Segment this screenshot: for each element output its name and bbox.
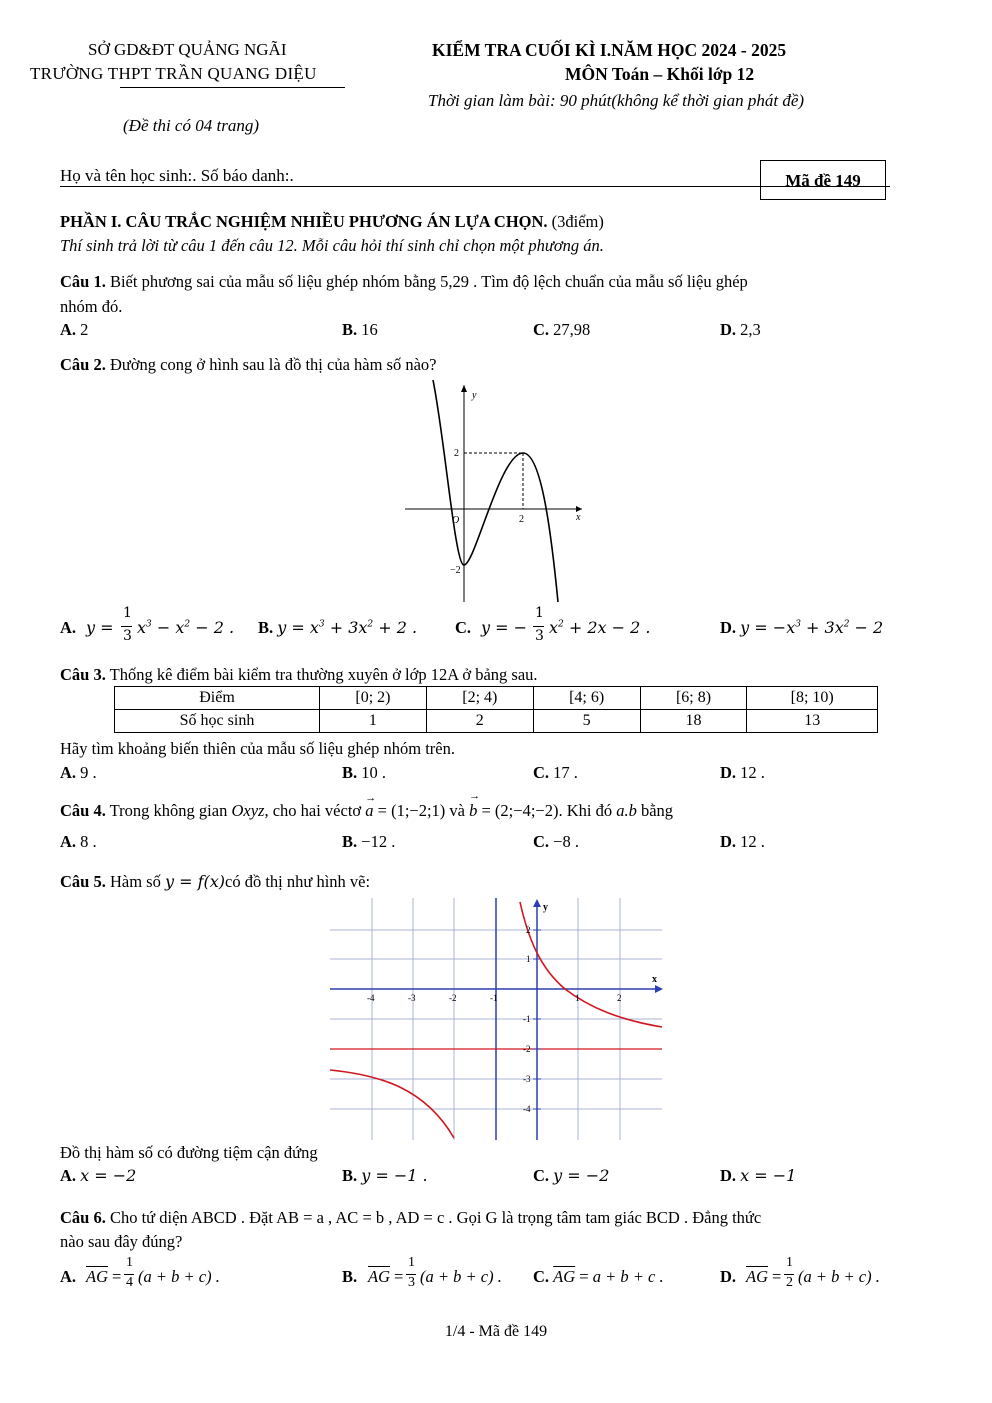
table-cell: [0; 2) [320, 687, 427, 710]
page-footer: 1/4 - Mã đề 149 [444, 1323, 548, 1340]
y-tick-label: -1 [523, 1014, 531, 1024]
grade-table [114, 686, 878, 733]
school-name: TRƯỜNG THPT TRẦN QUANG DIỆU [30, 64, 317, 83]
section-title: PHẦN I. CÂU TRẮC NGHIỆM NHIỀU PHƯƠNG ÁN LỰA CHỌN. [60, 212, 548, 231]
table-cell: 1 [320, 710, 427, 733]
section-instruction: Thí sinh trả lời từ câu 1 đến câu 12. Mỗi câu hỏi thí sinh chỉ chọn một phương án. [60, 236, 604, 255]
table-cell: 2 [426, 710, 533, 733]
x-tick-label: -2 [449, 993, 457, 1003]
x-label: x [576, 512, 581, 523]
question-1-text-cont: nhóm đó. [60, 297, 123, 316]
exam-title: KIỂM TRA CUỐI KÌ I.NĂM HỌC 2024 - 2025 [432, 40, 787, 60]
y-tick-neg2: −2 [450, 565, 461, 576]
cubic-graph [400, 380, 590, 605]
x-tick-label: -3 [408, 993, 416, 1003]
table-cell: [6; 8) [640, 687, 747, 710]
question-5-prompt: Đồ thị hàm số có đường tiệm cận đứng [60, 1143, 318, 1162]
question-1-label: Câu 1. [60, 272, 106, 291]
x-tick-label: -4 [367, 993, 375, 1003]
question-4-label: Câu 4. [60, 801, 106, 820]
subject-title: MÔN Toán – Khối lớp 12 [565, 64, 755, 84]
q1-option-c[interactable]: C. 27,98 [533, 320, 591, 339]
q5-option-a[interactable]: A. x = −2 [60, 1166, 137, 1185]
q1-option-d[interactable]: D. 2,3 [720, 320, 761, 339]
section-points: (3điểm) [551, 212, 604, 231]
question-5-label: Câu 5. [60, 872, 106, 891]
question-3-text: Thống kê điểm bài kiểm tra thường xuyên ở lớp 12A ở bảng sau. [109, 665, 538, 684]
y-axis-arrow [533, 899, 541, 907]
question-1-line1 [60, 272, 748, 292]
x-axis-arrow [655, 985, 663, 993]
curve-right-branch [520, 902, 662, 1027]
curve-left-branch [330, 1070, 454, 1138]
q6-option-b[interactable]: B. $\overline{AG}$ = 1 3 (a + b + c) . [342, 1255, 502, 1290]
question-1-text: Biết phương sai của mẫu số liệu ghép nhóm bằng 5,29 . Tìm độ lệch chuẩn của mẫu số liệu ghép [109, 272, 748, 291]
question-2-label: Câu 2. [60, 355, 106, 374]
x-label: x [652, 974, 657, 985]
x-tick-2: 2 [519, 514, 524, 525]
function-name: y = f(x) [164, 872, 226, 891]
question-4: Câu 4. Trong không gian Oxyz, cho hai véctơ a → = (1;−2;1) và b → = (2;−4;−2). Khi đó a.b bằng [60, 790, 674, 820]
x-tick-label: -1 [490, 993, 498, 1003]
origin-label: O [452, 515, 460, 526]
page-count-note: (Đề thi có 04 trang) [123, 116, 259, 135]
department-name: SỞ GD&ĐT QUẢNG NGÃI [88, 40, 287, 59]
y-tick-label: -4 [523, 1104, 531, 1114]
table-cell: [4; 6) [533, 687, 640, 710]
q3-option-d[interactable]: D. 12 . [720, 763, 765, 782]
exam-duration: Thời gian làm bài: 90 phút(không kể thời gian phát đề) [428, 91, 805, 110]
table-cell: [8; 10) [747, 687, 878, 710]
table-cell: [2; 4) [426, 687, 533, 710]
hyperbola-graph [330, 898, 665, 1140]
question-6-text: Cho tứ diện ABCD . Đặt AB = a , AC = b , AD = c . Gọi G là trọng tâm tam giác BCD . Đẳng thức [109, 1208, 762, 1227]
y-tick-label: 1 [526, 954, 531, 964]
x-tick-label: 1 [575, 993, 580, 1003]
question-2 [60, 355, 437, 375]
section-heading [60, 212, 604, 232]
question-2-text: Đường cong ở hình sau là đồ thị của hàm số nào? [109, 355, 437, 374]
q4-option-d[interactable]: D. 12 . [720, 832, 765, 851]
question-3 [60, 665, 538, 685]
q3-option-b[interactable]: B. 10 . [342, 763, 387, 782]
q1-option-b[interactable]: B. 16 [342, 320, 378, 339]
y-axis-arrow [461, 385, 467, 392]
table-row [115, 687, 878, 710]
y-tick-label: 2 [526, 925, 531, 935]
question-6-line1 [60, 1208, 761, 1228]
q6-option-a[interactable]: A. $\overline{AG}$ = 1 4 (a + b + c) . [60, 1255, 220, 1290]
question-3-prompt: Hãy tìm khoảng biến thiên của mẫu số liệu ghép nhóm trên. [60, 739, 455, 758]
q5-option-d[interactable]: D. x = −1 [720, 1166, 797, 1185]
dot-product: a.b [616, 801, 637, 820]
table-cell: 5 [533, 710, 640, 733]
y-tick-label: -3 [523, 1074, 531, 1084]
q4-option-b[interactable]: B. −12 . [342, 832, 396, 851]
vector-b: = (2;−4;−2) [481, 801, 559, 820]
space-name: Oxyz [231, 801, 265, 820]
q6-option-d[interactable]: D. $\overline{AG}$ = 1 2 (a + b + c) . [720, 1255, 880, 1290]
coef-a: 1 [126, 1255, 133, 1270]
question-5: Câu 5. Hàm số y = f(x)có đồ thị như hình vẽ: [60, 872, 371, 891]
q6-option-c[interactable]: C. $\overline{AG} = a + b + c$ . [533, 1267, 664, 1286]
q4-option-c[interactable]: C. −8 . [533, 832, 579, 851]
table-cell: 18 [640, 710, 747, 733]
y-tick-label: -2 [523, 1044, 531, 1054]
question-6-text-cont: nào sau đây đúng? [60, 1232, 183, 1251]
student-info-line: Họ và tên học sinh:. Số báo danh:. [60, 166, 294, 185]
q2-option-d[interactable]: D. $y = -x^3 + 3x^2 - 2$ [720, 618, 884, 637]
y-label: y [472, 390, 477, 401]
school-underline [120, 87, 345, 88]
q5-option-b[interactable]: B. y = −1 . [342, 1166, 428, 1185]
table-row [115, 710, 878, 733]
q2-option-b[interactable]: B. $y = x^3 + 3x^2 + 2$ . [258, 618, 418, 637]
question-6-label: Câu 6. [60, 1208, 106, 1227]
y-label: y [543, 902, 548, 913]
x-tick-label: 2 [617, 993, 622, 1003]
table-header-score: Điểm [115, 687, 320, 710]
q1-option-a[interactable]: A. 2 [60, 320, 89, 339]
q3-option-a[interactable]: A. 9 . [60, 763, 97, 782]
q3-option-c[interactable]: C. 17 . [533, 763, 578, 782]
y-tick-2: 2 [454, 448, 459, 459]
q4-option-a[interactable]: A. 8 . [60, 832, 97, 851]
vector-a: = (1;−2;1) [377, 801, 446, 820]
table-cell: 13 [747, 710, 878, 733]
question-3-label: Câu 3. [60, 665, 106, 684]
exam-code-box: Mã đề 149 [760, 160, 886, 200]
table-header-students: Số học sinh [115, 710, 320, 733]
q5-option-c[interactable]: C. y = −2 [533, 1166, 610, 1185]
